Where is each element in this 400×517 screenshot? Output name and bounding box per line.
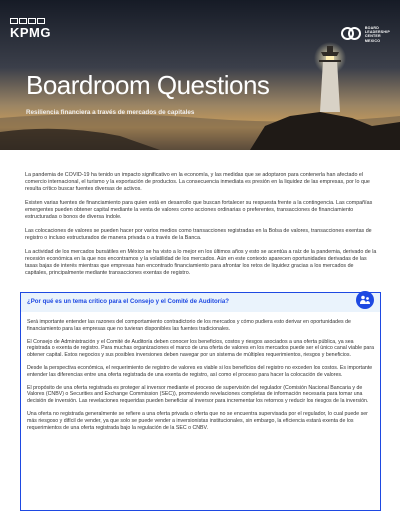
intro-paragraph: La actividad de los mercados bursátiles en México se ha visto a lo mejor en los últimos años y esto se acentúa a raíz de la pandemia, derivado de la recesión económica en la que nos encontramos y la volatilidad de los mercados. Aún en este contexto aparecen oportunidades derivadas de las tasas bajas de interés mientras que empresas han encontrado financiamiento para afrontar los retos de liquidez gracias a los mercados de capitales, principalmente mediante transacciones exentas de registro.: [25, 249, 377, 276]
intro-section: [25, 172, 377, 284]
page-title: Boardroom Questions: [26, 70, 270, 100]
question-box-header: [21, 293, 380, 312]
blc-logo-text: BOARD LEADERSHIP CENTER MEXICO: [364, 26, 390, 43]
question-heading: ¿Por qué es un tema crítico para el Consejo y el Comité de Auditoría?: [27, 298, 229, 305]
board-leadership-center-logo: [341, 26, 390, 43]
intro-paragraph: La pandemia de COVID-19 ha tenido un impacto significativo en la economía, y las medidas que se adoptaron para contenerla han afectado el comercio internacional, el turismo y la exportación de productos. La consecuencia inmediata es presión en la liquidez de las empresas, por lo que resulta crítico buscar fuentes diversas de activos.: [25, 172, 370, 192]
intro-paragraph: Las colocaciones de valores se pueden hacer por varios medios como transacciones registradas en la Bolsa de valores, transacciones exentas de registro o incluso estructurados de manera privada o a través de la Banca.: [25, 228, 372, 241]
kpmg-logo-boxes: [10, 18, 51, 24]
question-paragraph: Desde la perspectiva económica, el requerimiento de registro de valores es viable si los beneficios del registro no exceden los costos. Es importante entender las diferencias entre una oferta registrada de una exenta de registro, así como el proceso para hacer la colocación de valores.: [27, 364, 373, 378]
people-icon: [356, 291, 374, 309]
question-paragraph: El Consejo de Administración y el Comité de Auditoría deben conocer los beneficios, costos y riesgos asociados a una oferta pública, ya sea registrada o exenta de registro. Para muchas organizaciones el marco de una oferta de valores en los mercados puede ser el único canal viable para obtener capital. Estos negocios y sus posibles inversiones deben navegar por un sistema de múltiples requerimientos, riesgos y beneficios.: [27, 338, 374, 359]
intro-paragraph: Existen varias fuentes de financiamiento para quien está en desarrollo que buscan fortalecer su respuesta frente a la contingencia. Las compañías emergentes pueden obtener capital mediante la venta de valores como acciones ordinarias o preferentes, transacciones de financiamiento estructuradas o bonos de diversa índole.: [25, 200, 373, 220]
hero-banner: [0, 0, 400, 150]
page-subtitle: Resiliencia financiera a través de mercados de capitales: [26, 109, 195, 116]
question-box: [20, 292, 381, 511]
question-paragraph: Será importante entender las razones del comportamiento contradictorio de los mercados y cómo pudiera esto derivar en oportunidades de financiamiento para las empresas que no tuvieran disponibles las fuentes tradicionales.: [27, 319, 351, 332]
blc-rings-icon: [341, 27, 361, 41]
kpmg-logo-text: KPMG: [10, 25, 51, 40]
question-box-body: [21, 312, 380, 431]
question-paragraph: El propósito de una oferta registrada es proteger al inversor mediante el proceso de supervisión del regulador (Comisión Nacional Bancaria y de Valores (CNBV) o Securities and Exchange Commission (SEC)), promoviendo revelaciones completas de información necesaria para tomar una decisión de inversión. Las revelaciones requeridas pueden beneficiar al inversor para incrementar los retornos y reducir los riesgos de la inversión.: [27, 384, 369, 405]
kpmg-logo[interactable]: [10, 18, 51, 40]
question-paragraph: Una oferta no registrada generalmente se refiere a una oferta privada o oferta que no se encuentra supervisada por el regulador, lo cual puede ser más riesgoso y difícil de vender, ya que solo se puede vender a inversionistas institucionales, sin embargo, la eficiencia estará exenta de los requerimientos de una oferta registrada bajo la regulación de la SEC o CNBV.: [27, 410, 368, 431]
